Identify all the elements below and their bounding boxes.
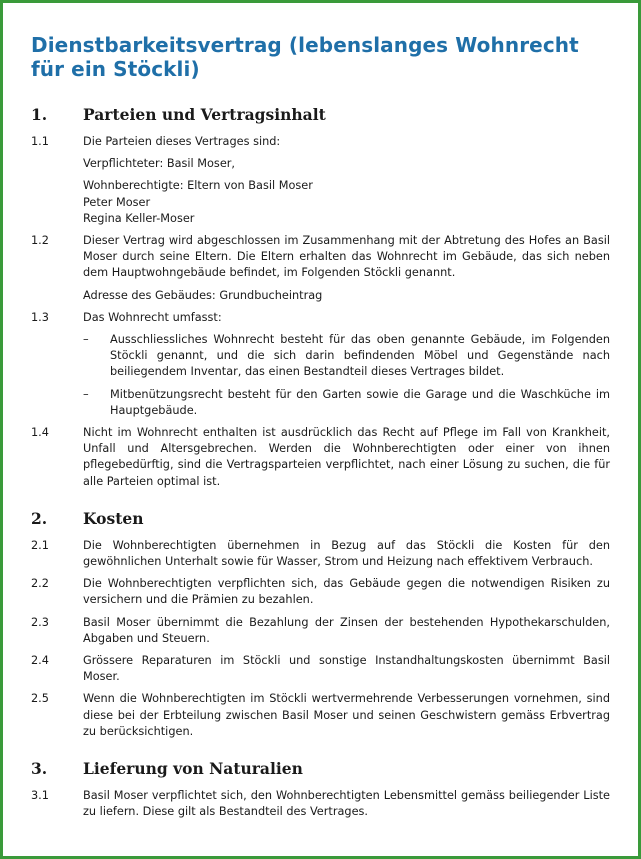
- paragraph-text: Nicht im Wohnrecht enthalten ist ausdrücklich das Recht auf Pflege im Fall von Krankheit, Unfall und Altersgebrechen. Werden die Wohnberechtigten oder einer von ihnen pflegebedürftig, sind die Vertragsparteien verpflichtet, nach einer Lösung zu suchen, die für alle Parteien optimal ist.: [83, 426, 610, 488]
- paragraph-2-2: [31, 576, 610, 608]
- paragraph-2-3: [31, 615, 610, 647]
- paragraph-1-2: [31, 233, 610, 282]
- dash-marker: –: [83, 387, 89, 401]
- section-number: 1.: [31, 105, 48, 124]
- paragraph-number: 3.1: [31, 789, 49, 803]
- paragraph-1-4: [31, 425, 610, 490]
- party-person-1: Peter Moser: [83, 195, 151, 209]
- building-address: Adresse des Gebäudes: Grundbucheintrag: [83, 288, 323, 302]
- section-number: 3.: [31, 759, 48, 779]
- dash-marker: –: [83, 333, 89, 347]
- section-heading-3: [31, 760, 610, 778]
- section-number: 2.: [31, 508, 48, 528]
- section-title: Lieferung von Naturalien: [83, 759, 303, 779]
- paragraph-text: Die Wohnberechtigten verpflichten sich, das Gebäude gegen die notwendigen Risiken zu versichern und die Prämien zu bezahlen.: [83, 577, 610, 607]
- paragraph-number: 2.1: [31, 538, 49, 552]
- section-title: Parteien und Vertragsinhalt: [83, 105, 326, 124]
- paragraph-text: Dieser Vertrag wird abgeschlossen im Zusammenhang mit der Abtretung des Hofes an Basil Moser durch seine Eltern. Die Eltern erhalten das Wohnrecht im Gebäude, das sich neben dem Hauptwohngebäude befindet, im Folgenden Stöckli genannt.: [83, 234, 610, 280]
- party-verpflichteter: Verpflichteter: Basil Moser,: [83, 157, 236, 171]
- paragraph-2-1: [31, 538, 610, 570]
- section-heading-1: [31, 106, 610, 124]
- paragraph-number: 1.2: [31, 234, 49, 248]
- paragraph-text: Das Wohnrecht umfasst:: [83, 310, 222, 324]
- paragraph-text: Wenn die Wohnberechtigten im Stöckli wertvermehrende Verbesserungen vornehmen, sind diese bei der Erbteilung zwischen Basil Moser und seinen Geschwistern gemäss Erbvertrag zu berücksichtigen.: [83, 692, 610, 738]
- party-berechtigte: Wohnberechtigte: Eltern von Basil Moser: [83, 179, 313, 193]
- paragraph-number: 1.4: [31, 426, 49, 440]
- paragraph-number: 2.2: [31, 577, 49, 591]
- section-title: Kosten: [83, 508, 144, 528]
- paragraph-3-1: [31, 788, 610, 820]
- bullet-text: Mitbenützungsrecht besteht für den Garten sowie die Garage und die Waschküche im Hauptgebäude.: [110, 387, 610, 417]
- document-title: Dienstbarkeitsvertrag (lebenslanges Wohnrecht für ein Stöckli): [31, 33, 579, 81]
- paragraph-number: 2.3: [31, 615, 49, 629]
- paragraph-number: 2.5: [31, 692, 49, 706]
- paragraph-text: Grössere Reparaturen im Stöckli und sonstige Instandhaltungskosten übernimmt Basil Moser.: [83, 654, 610, 684]
- section-heading-2: [31, 510, 610, 528]
- paragraph-text: Die Wohnberechtigten übernehmen in Bezug auf das Stöckli die Kosten für den gewöhnlichen Unterhalt sowie für Wasser, Strom und Heizung nach effektivem Verbrauch.: [83, 538, 610, 569]
- paragraph-2-4: [31, 653, 610, 685]
- paragraph-1-1: [31, 134, 610, 150]
- paragraph-number: 1.3: [31, 310, 49, 324]
- paragraph-text: Basil Moser übernimmt die Bezahlung der Zinsen der bestehenden Hypothekarschulden, Abgaben und Steuern.: [83, 615, 610, 645]
- paragraph-number: 2.4: [31, 654, 49, 668]
- paragraph-number: 1.1: [31, 135, 49, 148]
- party-person-2: Regina Keller-Moser: [83, 211, 195, 225]
- paragraph-2-5: [31, 691, 610, 740]
- bullet-item: [83, 332, 610, 381]
- paragraph-text: Basil Moser verpflichtet sich, den Wohnberechtigten Lebensmittel gemäss beiliegender Liste zu liefern. Diese gilt als Bestandteil des Vertrages.: [83, 789, 610, 819]
- paragraph-1-3: [31, 310, 610, 326]
- paragraph-text: Die Parteien dieses Vertrages sind:: [83, 135, 281, 148]
- bullet-text: Ausschliessliches Wohnrecht besteht für das oben genannte Gebäude, im Folgenden Stöckli genannt, und die sich darin befindenden Möbel und Gegenstände nach beiliegendem Inventar, das einen Bestandteil dieses Vertrages bildet.: [110, 333, 610, 379]
- bullet-item: [83, 387, 610, 419]
